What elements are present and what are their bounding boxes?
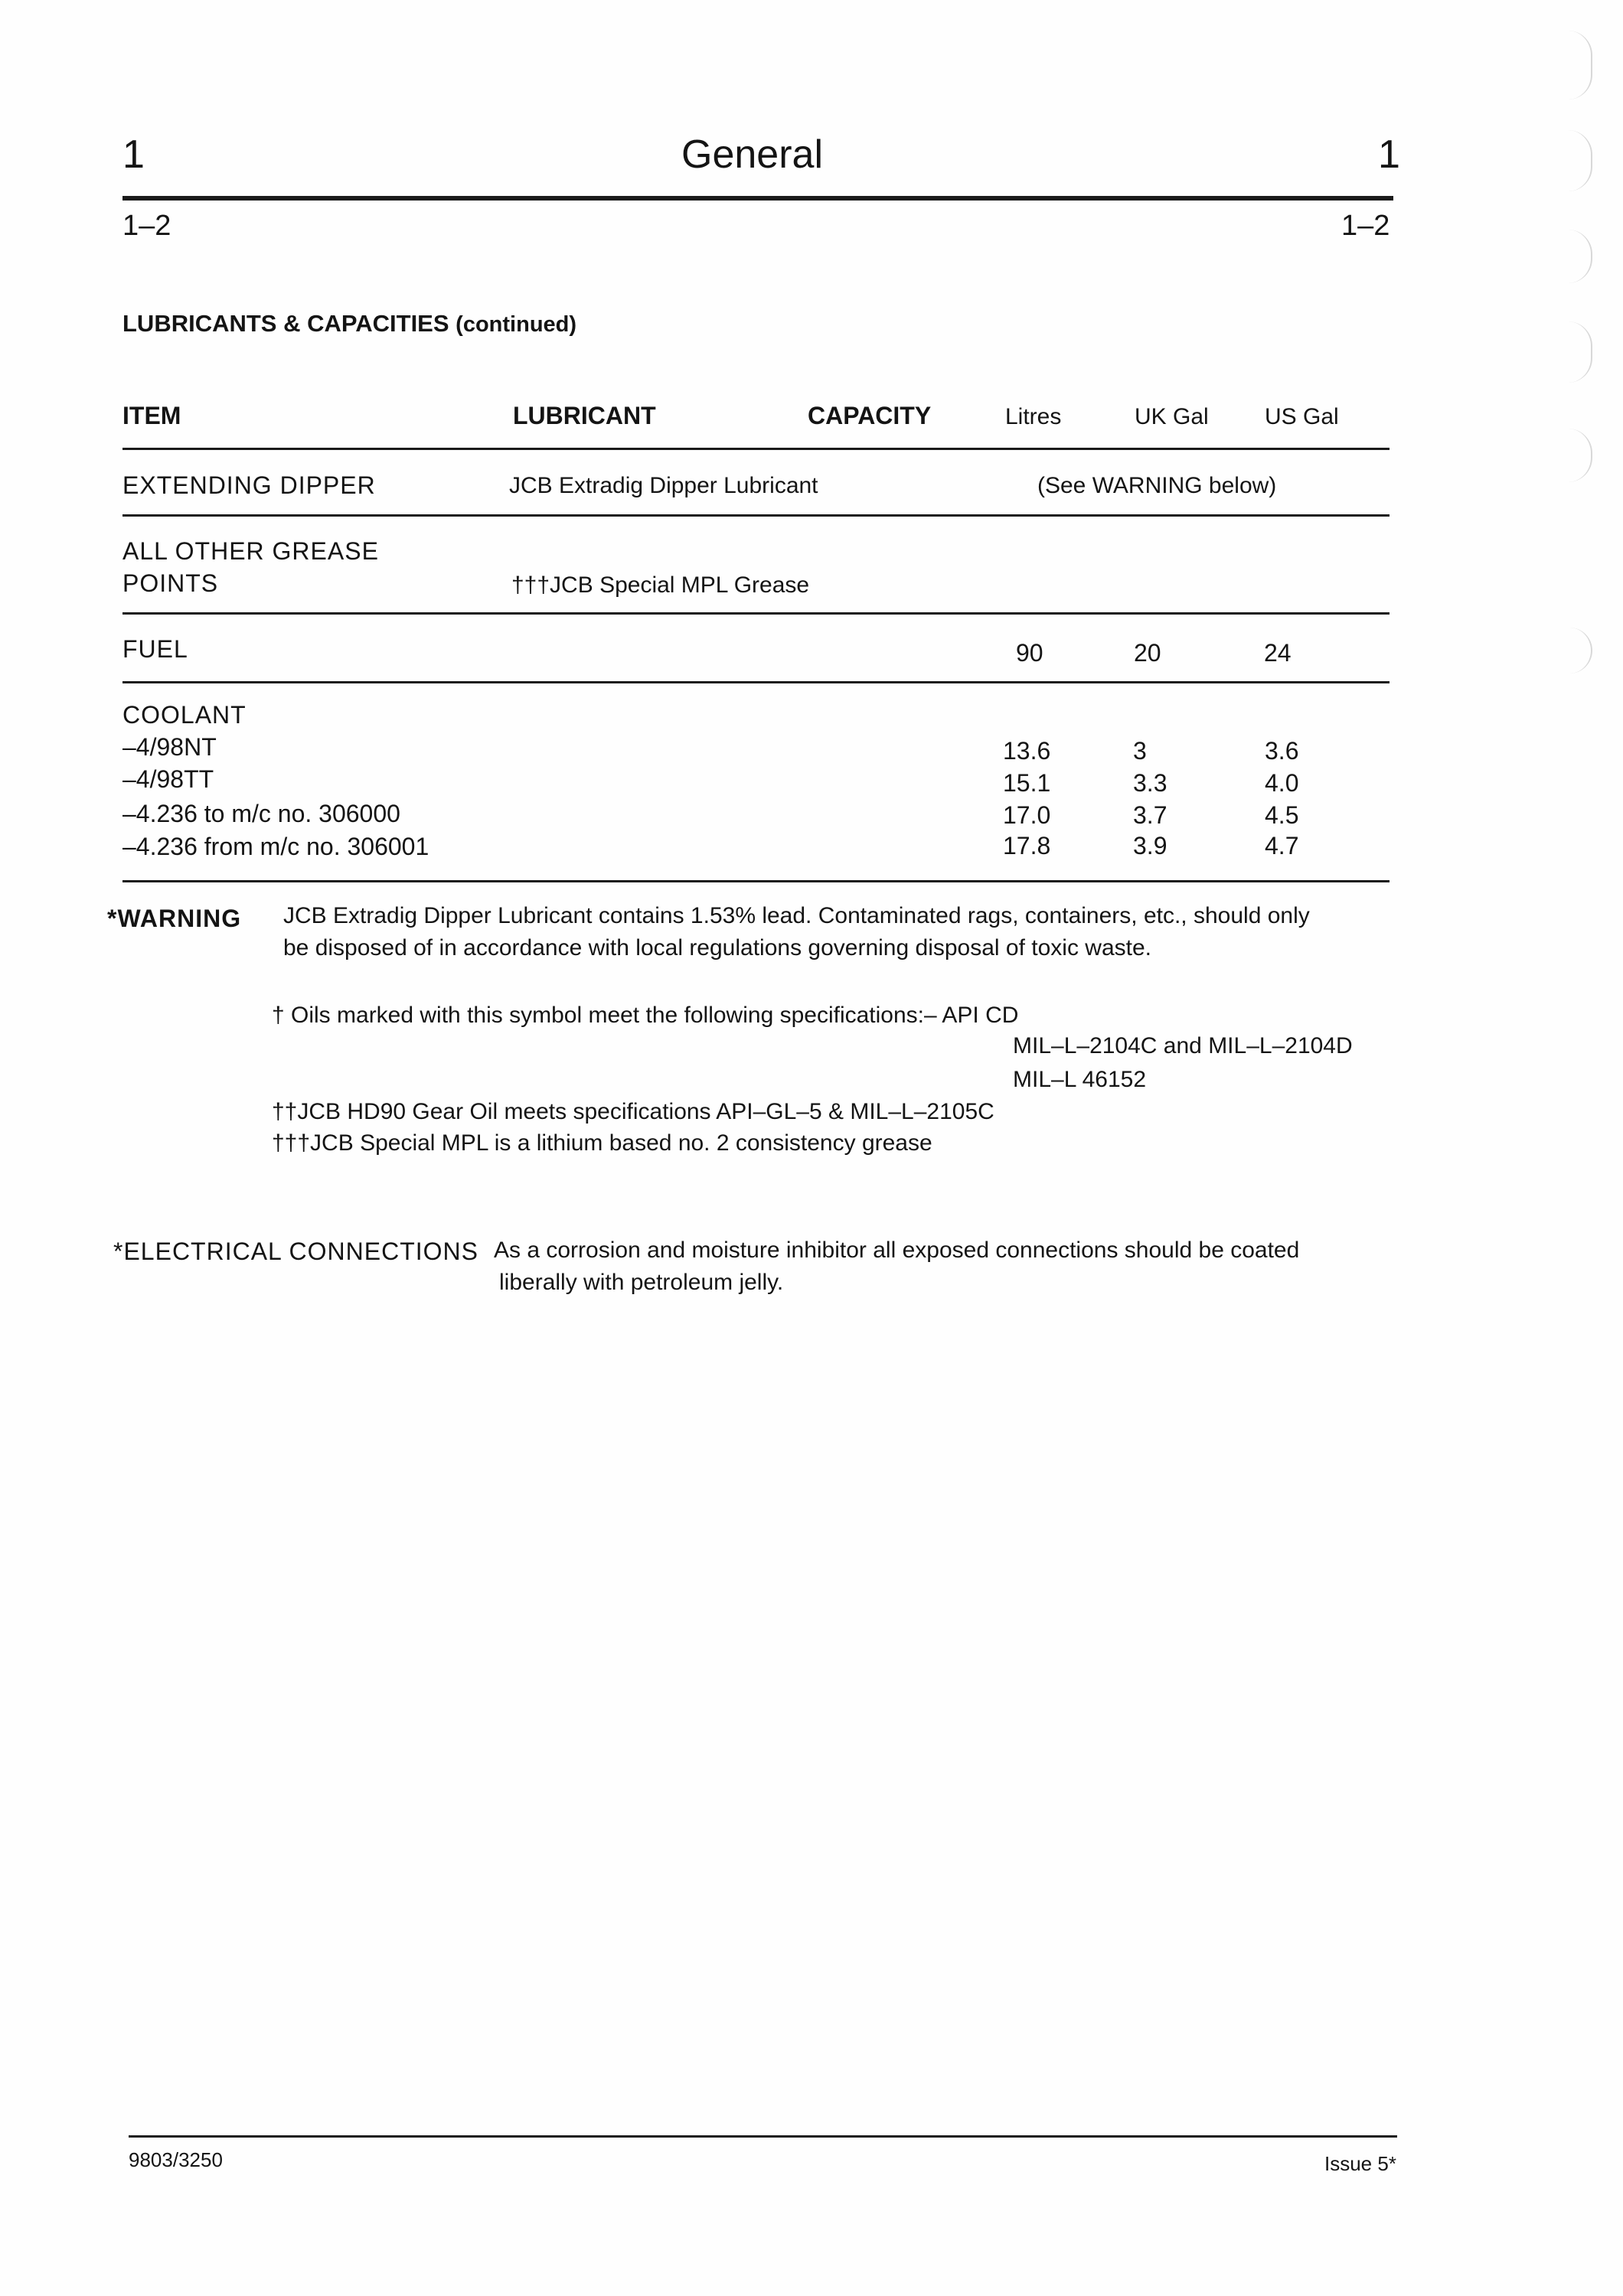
row-lubricant-grease: †††JCB Special MPL Grease — [511, 572, 810, 598]
page-number-left: 1–2 — [122, 210, 171, 242]
note-mpl: †††JCB Special MPL is a lithium based no. 2 consistency grease — [272, 1130, 932, 1156]
footer-rule — [129, 2135, 1397, 2138]
coolant-row-litres: 13.6 — [1003, 737, 1051, 765]
binding-mark — [1568, 429, 1592, 482]
row-note-extending-dipper: (See WARNING below) — [1037, 473, 1277, 498]
column-header-litres: Litres — [1005, 404, 1062, 429]
column-header-lubricant: LUBRICANT — [513, 402, 656, 429]
note-spec-2104: MIL–L–2104C and MIL–L–2104D — [1013, 1033, 1353, 1058]
column-header-us-gal: US Gal — [1265, 404, 1339, 429]
row-item-coolant: COOLANT — [122, 701, 247, 729]
note-spec-46152: MIL–L 46152 — [1013, 1067, 1147, 1092]
table-rule — [122, 681, 1390, 683]
table-rule — [122, 448, 1390, 450]
coolant-row-uk-gal: 3.9 — [1133, 832, 1167, 859]
binding-mark — [1568, 130, 1592, 191]
coolant-row-us-gal: 4.0 — [1265, 769, 1299, 797]
warning-label: *WARNING — [107, 905, 242, 932]
page-title: General — [681, 132, 823, 177]
fuel-us-gal: 24 — [1264, 639, 1292, 667]
column-header-uk-gal: UK Gal — [1135, 404, 1209, 429]
table-rule — [122, 612, 1390, 615]
column-header-item: ITEM — [122, 402, 181, 429]
binding-mark — [1568, 31, 1592, 99]
row-lubricant-extending-dipper: JCB Extradig Dipper Lubricant — [509, 473, 818, 498]
coolant-row-us-gal: 4.5 — [1265, 801, 1299, 829]
column-header-capacity: CAPACITY — [808, 402, 932, 429]
coolant-row-item: –4.236 from m/c no. 306001 — [122, 833, 429, 860]
warning-text-line1: JCB Extradig Dipper Lubricant contains 1.53% lead. Contaminated rags, containers, etc., should only — [283, 903, 1310, 928]
coolant-row-item: –4/98NT — [122, 733, 217, 761]
footer-code: 9803/3250 — [129, 2148, 223, 2171]
section-title-suffix: (continued) — [456, 312, 577, 337]
coolant-row-litres: 15.1 — [1003, 769, 1051, 797]
coolant-row-item: –4/98TT — [122, 765, 214, 793]
coolant-row-uk-gal: 3.3 — [1133, 769, 1167, 797]
section-title-text: LUBRICANTS & CAPACITIES — [122, 310, 449, 337]
chapter-number-right: 1 — [1378, 132, 1400, 177]
table-rule — [122, 514, 1390, 517]
coolant-row-uk-gal: 3 — [1133, 737, 1147, 765]
note-gear-oil: ††JCB HD90 Gear Oil meets specifications API–GL–5 & MIL–L–2105C — [272, 1099, 994, 1124]
row-item-extending-dipper: EXTENDING DIPPER — [122, 471, 376, 499]
warning-text-line2: be disposed of in accordance with local regulations governing disposal of toxic waste. — [283, 935, 1151, 960]
coolant-row-litres: 17.0 — [1003, 801, 1051, 829]
fuel-litres: 90 — [1016, 639, 1043, 667]
fuel-uk-gal: 20 — [1134, 639, 1161, 667]
row-item-grease-line2: POINTS — [122, 569, 219, 597]
coolant-row-uk-gal: 3.7 — [1133, 801, 1167, 829]
coolant-row-us-gal: 4.7 — [1265, 832, 1299, 859]
table-rule — [122, 880, 1390, 882]
page-number-right: 1–2 — [1341, 210, 1390, 242]
header-rule — [122, 196, 1393, 201]
electrical-text-line2: liberally with petroleum jelly. — [499, 1270, 784, 1295]
coolant-row-us-gal: 3.6 — [1265, 737, 1299, 765]
footer-issue: Issue 5* — [1324, 2152, 1396, 2175]
section-title — [122, 310, 576, 338]
coolant-row-item: –4.236 to m/c no. 306000 — [122, 800, 400, 827]
note-oils: † Oils marked with this symbol meet the following specifications:– API CD — [272, 1003, 1019, 1028]
electrical-label: *ELECTRICAL CONNECTIONS — [113, 1238, 478, 1265]
coolant-row-litres: 17.8 — [1003, 832, 1051, 859]
chapter-number-left: 1 — [122, 132, 145, 177]
electrical-text-line1: As a corrosion and moisture inhibitor all exposed connections should be coated — [494, 1238, 1300, 1263]
row-item-fuel: FUEL — [122, 635, 188, 663]
binding-mark — [1568, 230, 1592, 283]
binding-mark — [1568, 321, 1592, 383]
row-item-grease-line1: ALL OTHER GREASE — [122, 537, 379, 565]
binding-mark — [1568, 628, 1592, 673]
